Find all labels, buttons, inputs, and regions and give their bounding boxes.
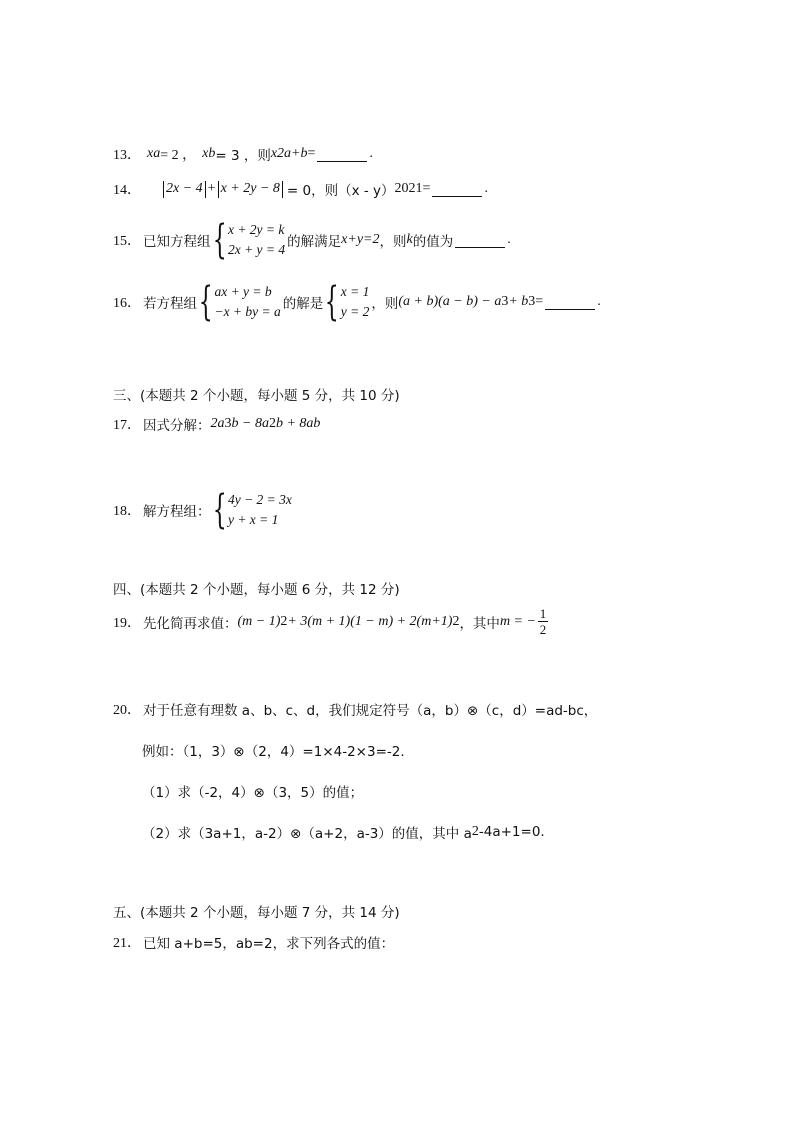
brace-icon: { [212, 217, 227, 263]
question-18: 18． 解方程组： { 4y − 2 = 3x y + x = 1 [113, 487, 292, 533]
answer-blank[interactable] [432, 182, 482, 197]
brace-icon: { [325, 279, 340, 325]
abs-bar [163, 181, 164, 198]
equation-system: { ax + y = b −x + by = a [198, 279, 281, 325]
question-number: 17． [113, 418, 141, 433]
question-16: 16． 若方程组 { ax + y = b −x + by = a 的解是 { x = 1 y = 2 ，则 (a + b)(a − b) − a 3 + b 3 = . [113, 279, 601, 325]
abs-bar [218, 181, 219, 198]
question-20-part-1: （1）求（-2，4）⊗（3，5）的值； [142, 785, 364, 801]
abs-bar [205, 181, 206, 198]
section-header-5: 五、(本题共 2 个小题，每小题 7 分，共 14 分) [113, 905, 400, 921]
question-number: 14． [113, 183, 141, 198]
solution-system: { x = 1 y = 2 [325, 279, 370, 325]
answer-blank[interactable] [317, 147, 367, 162]
question-number: 18． [113, 504, 141, 519]
question-20: 20． 对于任意有理数 a、b、c、d，我们规定符号（a，b）⊗（c，d）=ad-bc， [113, 699, 597, 719]
question-number: 21． [113, 936, 141, 951]
equation-system: { 4y − 2 = 3x y + x = 1 [212, 487, 292, 533]
section-header-3: 三、(本题共 2 个小题，每小题 5 分，共 10 分) [113, 388, 400, 404]
question-20-example: 例如：（1，3）⊗（2，4）=1×4-2×3=-2. [142, 744, 405, 760]
answer-blank[interactable] [455, 233, 505, 248]
question-number: 20． [113, 703, 141, 718]
answer-blank[interactable] [545, 295, 595, 310]
question-number: 15． [113, 234, 141, 249]
question-19: 19． 先化简再求值： (m − 1) 2 + 3(m + 1)(1 − m) + 2(m+1) 2 ，其中 m = − $\frac{1}{2}$ [113, 606, 547, 637]
question-14: 14． 2x − 4 + x + 2y − 8 = 0，则（x - y） 2021 = . [113, 181, 488, 199]
section-header-4: 四、(本题共 2 个小题，每小题 6 分，共 12 分) [113, 582, 400, 598]
question-number: 13． [113, 148, 141, 163]
equation-system: { x + 2y = k 2x + y = 4 [212, 217, 286, 263]
question-21: 21． 已知 a+b=5，ab=2，求下列各式的值： [113, 932, 394, 952]
brace-icon: { [198, 279, 213, 325]
question-number: 16． [113, 296, 141, 311]
abs-bar [282, 181, 283, 198]
question-15: 15． 已知方程组 { x + 2y = k 2x + y = 4 的解满足 x+y=2 ，则 k 的值为 . [113, 217, 511, 263]
question-13: 13． x a = 2 ， x b = 3 ，则 x 2a+b = . [113, 146, 373, 164]
question-number: 19． [113, 615, 141, 631]
question-20-part-2: （2）求（3a+1，a-2）⊗（a+2，a-3）的值，其中 a 2 -4a+1=0. [142, 824, 545, 842]
question-17: 17． 因式分解： 2a 3 b − 8a 2 b + 8ab [113, 416, 321, 434]
fraction: $\frac{1}{2}$ [539, 606, 547, 637]
brace-icon: { [212, 487, 227, 533]
